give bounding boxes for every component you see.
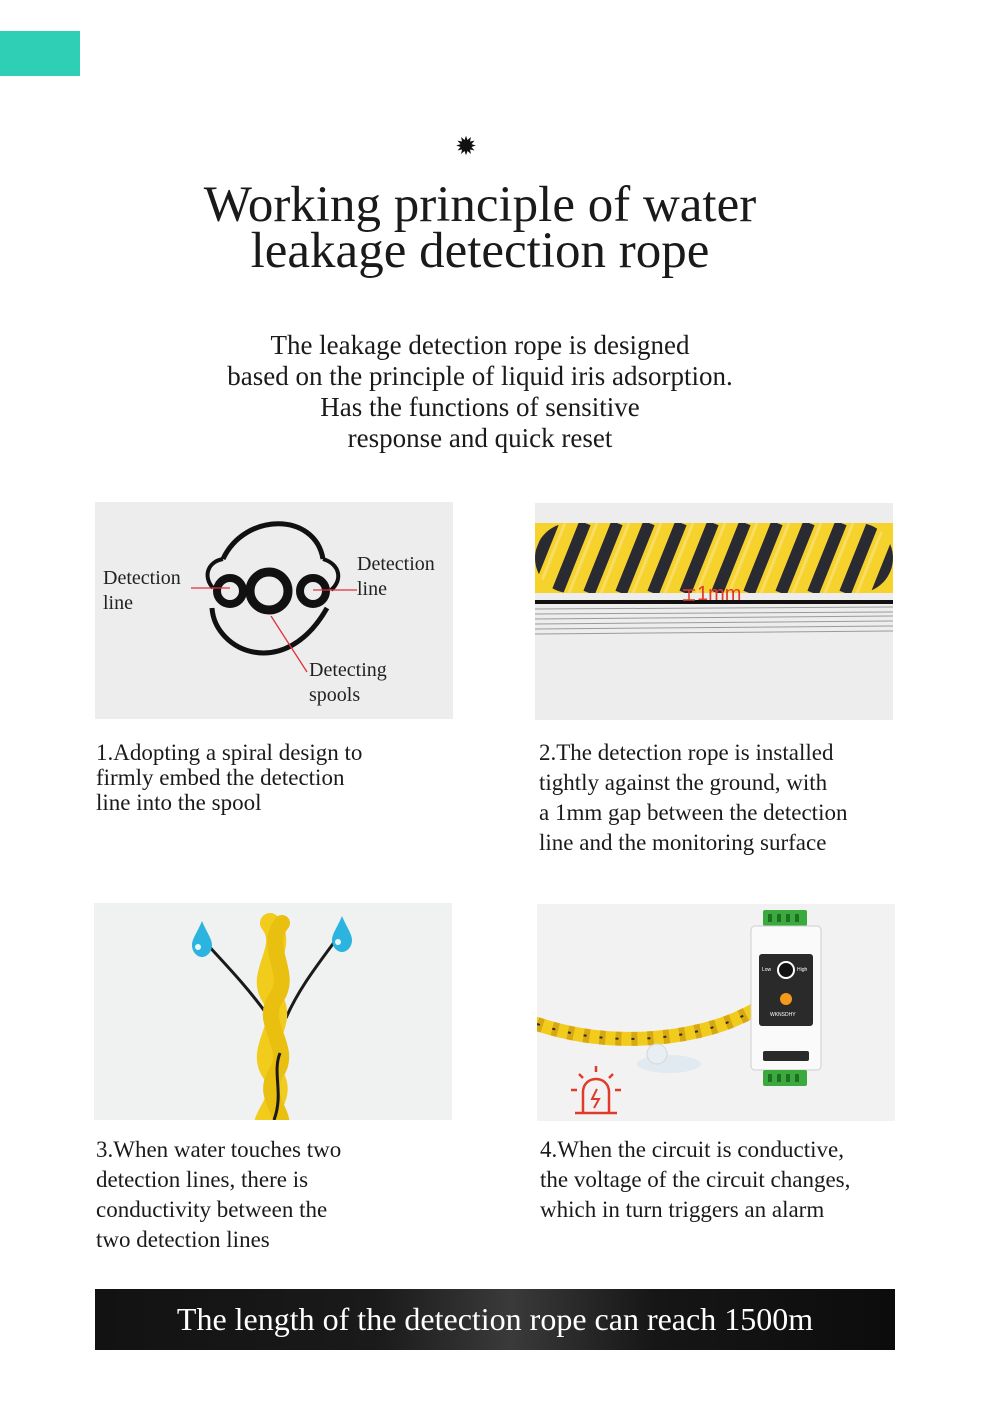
step-4-caption	[540, 1135, 850, 1225]
step-1-caption	[96, 740, 362, 815]
caption-line: 3.When water touches two	[96, 1137, 342, 1162]
title-line: leakage detection rope	[250, 223, 710, 279]
caption-line: two detection lines	[96, 1227, 270, 1252]
caption-line: firmly embed the detection	[96, 765, 345, 790]
siren-icon	[571, 1066, 621, 1113]
gap-label: 1mm	[697, 583, 742, 605]
rope-gap-illustration	[535, 503, 893, 720]
star-ornament-icon: ✹	[455, 132, 477, 161]
page-title	[120, 177, 840, 279]
knob-high-label: High	[797, 967, 808, 973]
rope-on-ground-illustration	[535, 503, 893, 720]
knob-low-label: Low	[762, 967, 772, 973]
label-detecting-spools: Detecting	[309, 659, 387, 681]
step-2-caption	[539, 738, 847, 858]
caption-line: the voltage of the circuit changes,	[540, 1167, 851, 1192]
caption-line: line and the monitoring surface	[539, 830, 827, 855]
caption-line: which in turn triggers an alarm	[540, 1197, 825, 1222]
alarm-trigger-illustration	[537, 904, 895, 1121]
intro-line: The leakage detection rope is designed	[270, 330, 690, 360]
title-line: Working principle of water	[203, 177, 757, 233]
intro-line: Has the functions of sensitive	[320, 392, 640, 422]
cross-section-illustration	[95, 502, 453, 719]
label-detecting-spools: spools	[309, 684, 361, 706]
label-detection-line-right: line	[357, 578, 387, 600]
caption-line: detection lines, there is	[96, 1167, 309, 1192]
step-3-caption	[96, 1135, 341, 1255]
caption-line: conductivity between the	[96, 1197, 328, 1222]
caption-line: a 1mm gap between the detection	[539, 800, 848, 825]
intro-paragraph	[120, 330, 840, 454]
controller-illustration	[537, 904, 895, 1121]
label-detection-line-left: line	[103, 592, 133, 614]
water-contact-illustration	[94, 903, 452, 1120]
label-detection-line-left: Detection	[103, 567, 181, 589]
corner-accent-tab	[0, 31, 80, 76]
caption-line: 2.The detection rope is installed	[539, 740, 834, 765]
intro-line: response and quick reset	[347, 423, 613, 453]
caption-line: 4.When the circuit is conductive,	[540, 1137, 845, 1162]
intro-line: based on the principle of liquid iris adsorption.	[227, 361, 733, 391]
caption-line: 1.Adopting a spiral design to	[96, 740, 363, 765]
device-brand-label: WKNSDHY	[770, 1012, 796, 1018]
water-drop-icon	[332, 916, 352, 952]
label-detection-line-right: Detection	[357, 553, 435, 575]
rope-length-banner	[95, 1289, 895, 1350]
water-drop-icon	[192, 921, 212, 957]
caption-line: line into the spool	[96, 790, 262, 815]
twisted-rope-illustration	[94, 903, 452, 1120]
cross-section-diagram	[95, 502, 453, 719]
banner-text: The length of the detection rope can reach 1500m	[176, 1301, 814, 1337]
caption-line: tightly against the ground, with	[539, 770, 828, 795]
